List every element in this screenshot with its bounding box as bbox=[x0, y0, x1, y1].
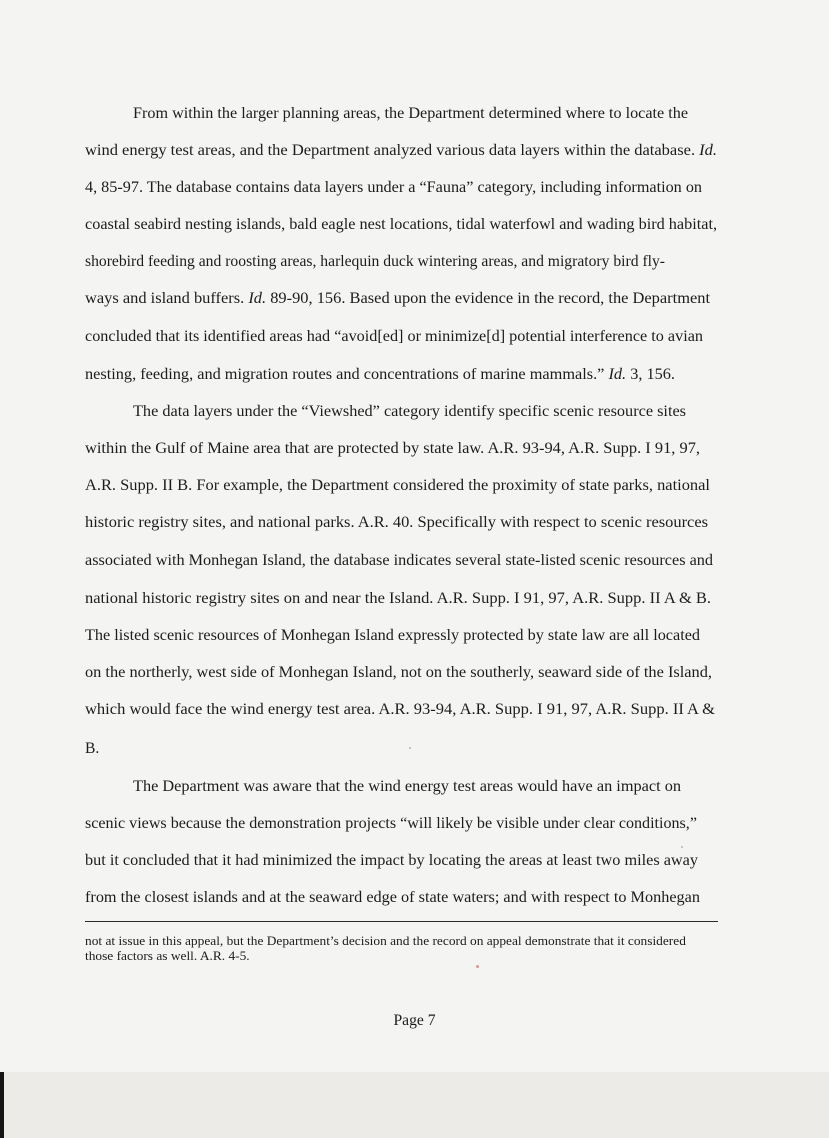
body-line bbox=[133, 778, 681, 796]
body-text-run: within the Gulf of Maine area that are protected by state law. A.R. 93-94, A.R. Supp. I 91, 97, bbox=[85, 440, 701, 457]
body-line bbox=[85, 290, 710, 308]
body-line bbox=[85, 664, 712, 682]
page-number: Page 7 bbox=[393, 1012, 436, 1029]
body-line bbox=[85, 552, 713, 570]
body-text-run: coastal seabird nesting islands, bald eagle nest locations, tidal waterfowl and wading bird habitat, bbox=[85, 216, 718, 233]
body-text-run: scenic views because the demonstration projects “will likely be visible under clear conditions,” bbox=[85, 815, 697, 832]
body-line bbox=[85, 627, 700, 645]
scan-bottom-margin bbox=[0, 1072, 829, 1138]
body-line bbox=[133, 105, 688, 123]
body-text-run: B. bbox=[85, 740, 100, 757]
body-text-run: concluded that its identified areas had “avoid[ed] or minimize[d] potential interference to avian bbox=[85, 328, 704, 345]
body-line bbox=[85, 179, 702, 197]
citation-id: Id. bbox=[248, 290, 267, 307]
body-text-run: The data layers under the “Viewshed” category identify specific scenic resource sites bbox=[133, 403, 687, 420]
body-line bbox=[85, 440, 700, 458]
body-text-run: A.R. Supp. II B. For example, the Department considered the proximity of state parks, national bbox=[85, 477, 710, 494]
body-line bbox=[85, 253, 665, 271]
body-text-run: nesting, feeding, and migration routes and concentrations of marine mammals.” bbox=[85, 366, 609, 383]
body-text-run: shorebird feeding and roosting areas, harlequin duck wintering areas, and migratory bird fly- bbox=[85, 253, 666, 270]
body-text-run: The Department was aware that the wind energy test areas would have an impact on bbox=[133, 778, 682, 795]
body-line bbox=[85, 701, 715, 719]
body-line bbox=[85, 740, 99, 758]
body-text-run: which would face the wind energy test area. A.R. 93-94, A.R. Supp. I 91, 97, A.R. Supp. II A & bbox=[85, 701, 716, 718]
body-line bbox=[85, 590, 711, 608]
body-line bbox=[85, 328, 703, 346]
body-text-run: 89-90, 156. Based upon the evidence in the record, the Department bbox=[266, 290, 711, 307]
body-text-run: on the northerly, west side of Monhegan Island, not on the southerly, seaward side of the Island, bbox=[85, 664, 712, 681]
body-text-run: from the closest islands and at the seaward edge of state waters; and with respect to Monhegan bbox=[85, 889, 700, 906]
body-text-run: ways and island buffers. bbox=[85, 290, 249, 307]
footnote-line: not at issue in this appeal, but the Department’s decision and the record on appeal demonstrate that it considered bbox=[85, 934, 686, 948]
body-text-run: 3, 156. bbox=[626, 366, 676, 383]
scan-speck bbox=[681, 846, 683, 848]
body-line bbox=[85, 815, 697, 833]
body-line bbox=[85, 366, 675, 384]
body-text-run: historic registry sites, and national parks. A.R. 40. Specifically with respect to scenic resources bbox=[85, 514, 709, 531]
footnote-divider bbox=[85, 921, 718, 922]
scan-edge-mark bbox=[0, 1072, 4, 1138]
scan-speck bbox=[476, 965, 479, 968]
citation-id: Id. bbox=[608, 366, 627, 383]
body-line bbox=[85, 216, 717, 234]
body-line bbox=[85, 477, 710, 495]
body-text-run: 4, 85-97. The database contains data layers under a “Fauna” category, including information on bbox=[85, 179, 703, 196]
body-text-run: national historic registry sites on and near the Island. A.R. Supp. I 91, 97, A.R. Supp. II A & B. bbox=[85, 590, 712, 607]
footnote-line: those factors as well. A.R. 4-5. bbox=[85, 949, 250, 963]
body-text-run: but it concluded that it had minimized the impact by locating the areas at least two miles away bbox=[85, 852, 698, 869]
body-line bbox=[85, 514, 708, 532]
body-line bbox=[85, 852, 698, 870]
scan-speck bbox=[409, 747, 411, 749]
body-text-run: The listed scenic resources of Monhegan Island expressly protected by state law are all located bbox=[85, 627, 701, 644]
body-text-run: associated with Monhegan Island, the database indicates several state-listed scenic resources and bbox=[85, 552, 713, 569]
body-text-run: wind energy test areas, and the Department analyzed various data layers within the database. bbox=[85, 142, 700, 159]
body-line bbox=[85, 889, 700, 907]
body-line bbox=[85, 142, 717, 160]
body-line bbox=[133, 403, 686, 421]
citation-id: Id. bbox=[699, 142, 718, 159]
body-text-run: From within the larger planning areas, the Department determined where to locate the bbox=[133, 105, 688, 122]
